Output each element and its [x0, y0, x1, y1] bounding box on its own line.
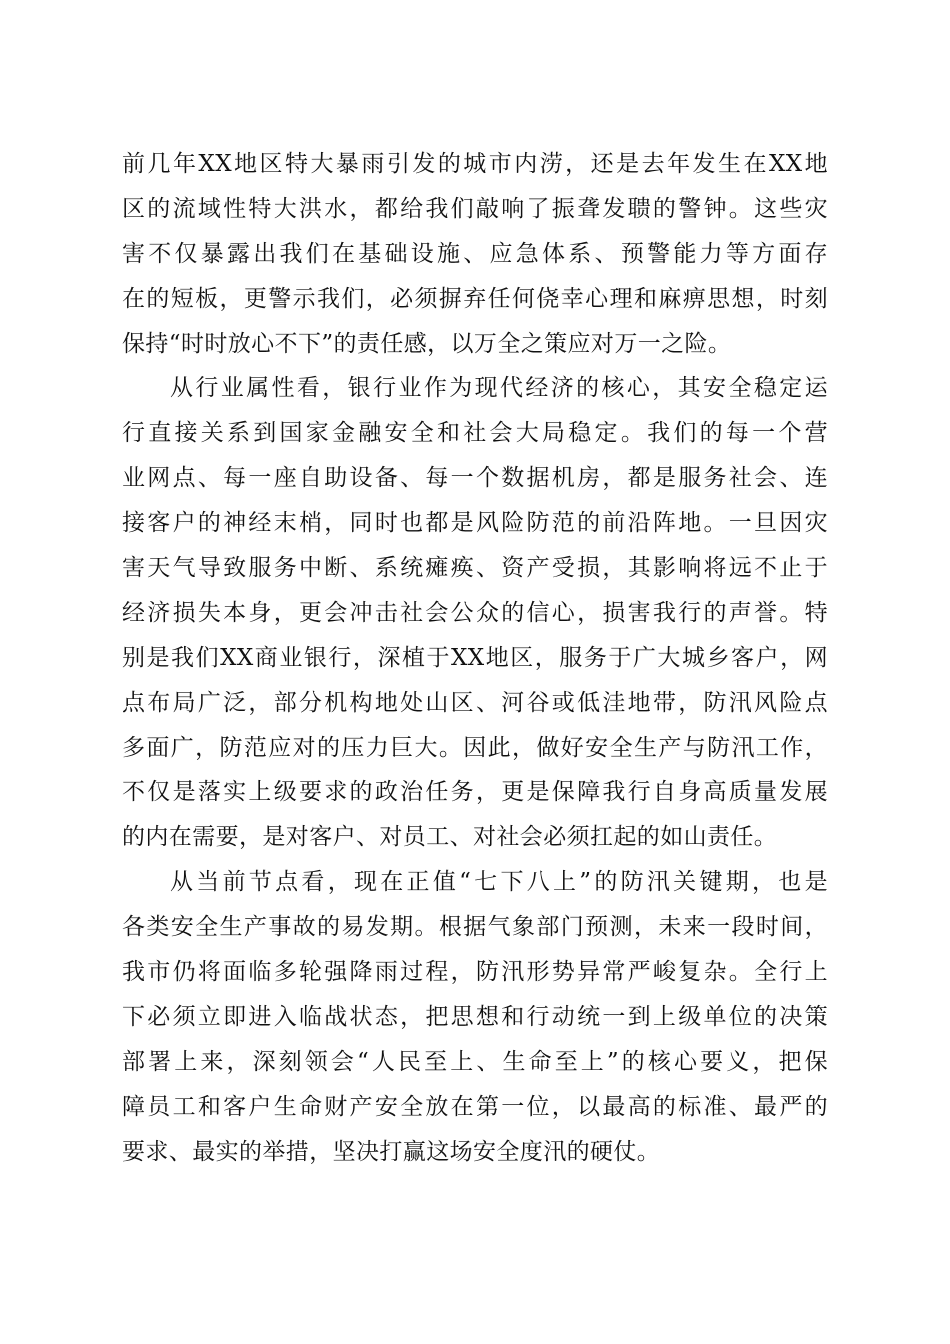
text-line: 我市仍将面临多轮强降雨过程，防汛形势异常严峻复杂。全行上: [122, 959, 828, 986]
text-line: 的内在需要，是对客户、对员工、对社会必须扛起的如山责任。: [122, 824, 778, 851]
text-line: 在的短板，更警示我们，必须摒弃任何侥幸心理和麻痹思想，时刻: [122, 285, 828, 312]
paragraph-industry-attribute: [122, 366, 828, 860]
text-line: 要求、最实的举措，坚决打赢这场安全度汛的硬仗。: [122, 1138, 661, 1165]
text-line: 前几年XX地区特大暴雨引发的城市内涝，还是去年发生在XX地: [122, 151, 828, 177]
text-line: 接客户的神经末梢，同时也都是风险防范的前沿阵地。一旦因灾: [122, 510, 828, 537]
text-line: 各类安全生产事故的易发期。根据气象部门预测，未来一段时间，: [122, 914, 828, 941]
text-line: 点布局广泛，部分机构地处山区、河谷或低洼地带，防汛风险点: [122, 689, 828, 716]
text-line: 不仅是落实上级要求的政治任务，更是保障我行自身高质量发展: [122, 779, 828, 806]
text-line: 从行业属性看，银行业作为现代经济的核心，其安全稳定运: [170, 375, 828, 402]
text-line: 障员工和客户生命财产安全放在第一位，以最高的标准、最严的: [122, 1093, 828, 1120]
text-line: 多面广，防范应对的压力巨大。因此，做好安全生产与防汛工作，: [122, 734, 828, 761]
text-line: 区的流域性特大洪水，都给我们敲响了振聋发聩的警钟。这些灾: [122, 195, 828, 222]
text-line: 保持“时时放心不下”的责任感，以万全之策应对万一之险。: [122, 330, 732, 357]
text-line: 业网点、每一座自助设备、每一个数据机房，都是服务社会、连: [122, 465, 828, 492]
text-line: 下必须立即进入临战状态，把思想和行动统一到上级单位的决策: [122, 1003, 828, 1030]
document-body: [122, 142, 828, 1174]
text-line: 经济损失本身，更会冲击社会公众的信心，损害我行的声誉。特: [122, 599, 828, 626]
text-line: 害不仅暴露出我们在基础设施、应急体系、预警能力等方面存: [122, 240, 828, 267]
text-line: 部署上来，深刻领会“人民至上、生命至上”的核心要义，把保: [122, 1048, 828, 1075]
text-line: 行直接关系到国家金融安全和社会大局稳定。我们的每一个营: [122, 420, 828, 447]
paragraph-current-node: [122, 860, 828, 1174]
paragraph-continuation: [122, 142, 828, 366]
text-line: 别是我们XX商业银行，深植于XX地区，服务于广大城乡客户，网: [122, 644, 828, 671]
text-line: 害天气导致服务中断、系统瘫痪、资产受损，其影响将远不止于: [122, 555, 828, 582]
text-line: 从当前节点看，现在正值“七下八上”的防汛关键期，也是: [170, 869, 828, 896]
